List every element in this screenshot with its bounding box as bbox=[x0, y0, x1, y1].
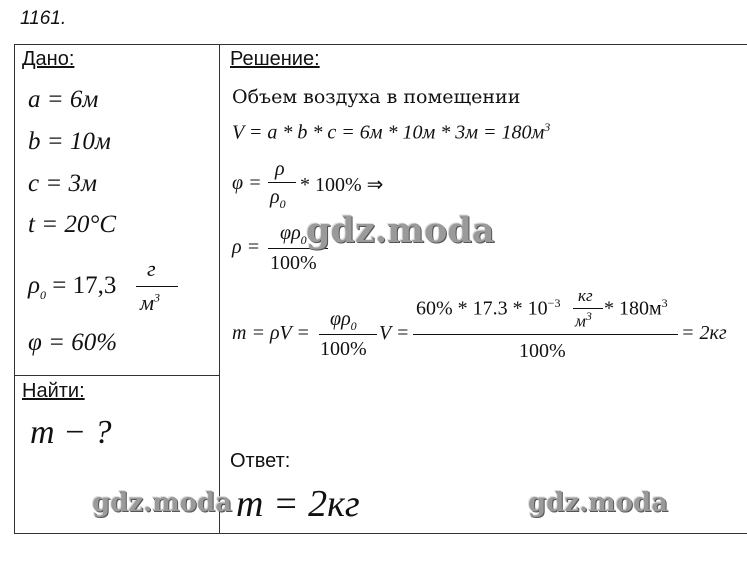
rho0-unit-den-text: м bbox=[140, 290, 155, 315]
volume-formula-text: V = a * b * c = 6м * 10м * 3м = 180м bbox=[232, 121, 545, 144]
mass-unit-denominator bbox=[575, 309, 592, 332]
rho0-unit-denominator bbox=[140, 290, 160, 316]
mass-num2a-text: 60% * 17.3 * 10 bbox=[416, 297, 548, 320]
phi-fraction-bar bbox=[268, 182, 296, 183]
watermark-center: gdz.moda bbox=[306, 210, 495, 251]
solution-heading: Решение: bbox=[230, 48, 320, 70]
given-t: t = 20°C bbox=[28, 211, 116, 238]
given-a: a = 6м bbox=[28, 86, 99, 113]
mass-formula-numerator-2b bbox=[604, 296, 668, 321]
mass-num2a-exp: −3 bbox=[547, 296, 561, 310]
mass-num2b-exp: 3 bbox=[661, 296, 668, 310]
mass-formula-numerator-1 bbox=[330, 308, 357, 334]
given-heading: Дано: bbox=[22, 48, 75, 70]
rho0-subscript: 0 bbox=[40, 288, 46, 302]
mass-num2b-text: * 180м bbox=[604, 297, 662, 320]
solution-line-volume-formula bbox=[232, 120, 550, 145]
mass-formula-denominator-2: 100% bbox=[519, 340, 566, 362]
rho-formula-left: ρ = bbox=[232, 236, 261, 258]
phi-formula-numerator: ρ bbox=[275, 158, 285, 180]
answer-heading: Ответ: bbox=[230, 450, 291, 472]
volume-formula-exp: 3 bbox=[544, 120, 551, 134]
rho0-unit-fraction-bar bbox=[136, 286, 178, 287]
rho-num-text: φρ bbox=[280, 222, 301, 244]
given-b: b = 10м bbox=[28, 128, 111, 155]
phi-formula-tail: * 100% ⇒ bbox=[300, 174, 384, 196]
rho-formula-numerator bbox=[280, 222, 307, 248]
mass-formula-numerator-2a bbox=[416, 296, 560, 321]
solution-line-volume-text: Объем воздуха в помещении bbox=[232, 86, 521, 108]
rho0-unit-den-exp: 3 bbox=[154, 290, 161, 305]
mass-num1-text: φρ bbox=[330, 308, 351, 330]
rho0-value: = 17,3 bbox=[46, 272, 117, 299]
mass-formula-left: m = ρV = bbox=[232, 322, 310, 344]
mass-fraction-bar-1 bbox=[319, 334, 377, 335]
answer-value: m = 2кг bbox=[236, 483, 360, 525]
given-rho0 bbox=[28, 272, 116, 303]
mass-unit-numerator: кг bbox=[578, 286, 593, 305]
rho0-unit-numerator: г bbox=[147, 256, 156, 281]
problem-number: 1161. bbox=[20, 8, 67, 29]
phi-formula-denominator bbox=[270, 186, 286, 212]
mass-fraction-bar-2 bbox=[413, 334, 678, 335]
column-divider bbox=[219, 44, 220, 534]
watermark-bottom-left: gdz.moda bbox=[92, 488, 233, 518]
phi-den-sub: 0 bbox=[279, 197, 286, 211]
rho0-symbol: ρ bbox=[28, 272, 40, 299]
mass-unit-den-exp: 3 bbox=[585, 309, 592, 323]
mass-unit-den-text: м bbox=[575, 311, 586, 331]
phi-formula-left: φ = bbox=[232, 172, 262, 194]
mass-num1-sub: 0 bbox=[350, 319, 357, 333]
rho-formula-denominator: 100% bbox=[270, 252, 317, 274]
watermark-bottom-right: gdz.moda bbox=[528, 488, 669, 518]
find-heading: Найти: bbox=[22, 380, 85, 402]
phi-den-text: ρ bbox=[270, 186, 280, 208]
given-phi: φ = 60% bbox=[28, 329, 118, 356]
given-find-divider bbox=[14, 375, 220, 376]
mass-formula-result: = 2кг bbox=[681, 322, 727, 344]
given-c: c = 3м bbox=[28, 170, 97, 197]
mass-formula-mid: V = bbox=[379, 322, 410, 344]
mass-formula-denominator-1: 100% bbox=[320, 338, 367, 360]
task-table bbox=[14, 44, 747, 534]
rho-num-sub: 0 bbox=[300, 233, 307, 247]
find-m: m − ? bbox=[30, 414, 112, 451]
